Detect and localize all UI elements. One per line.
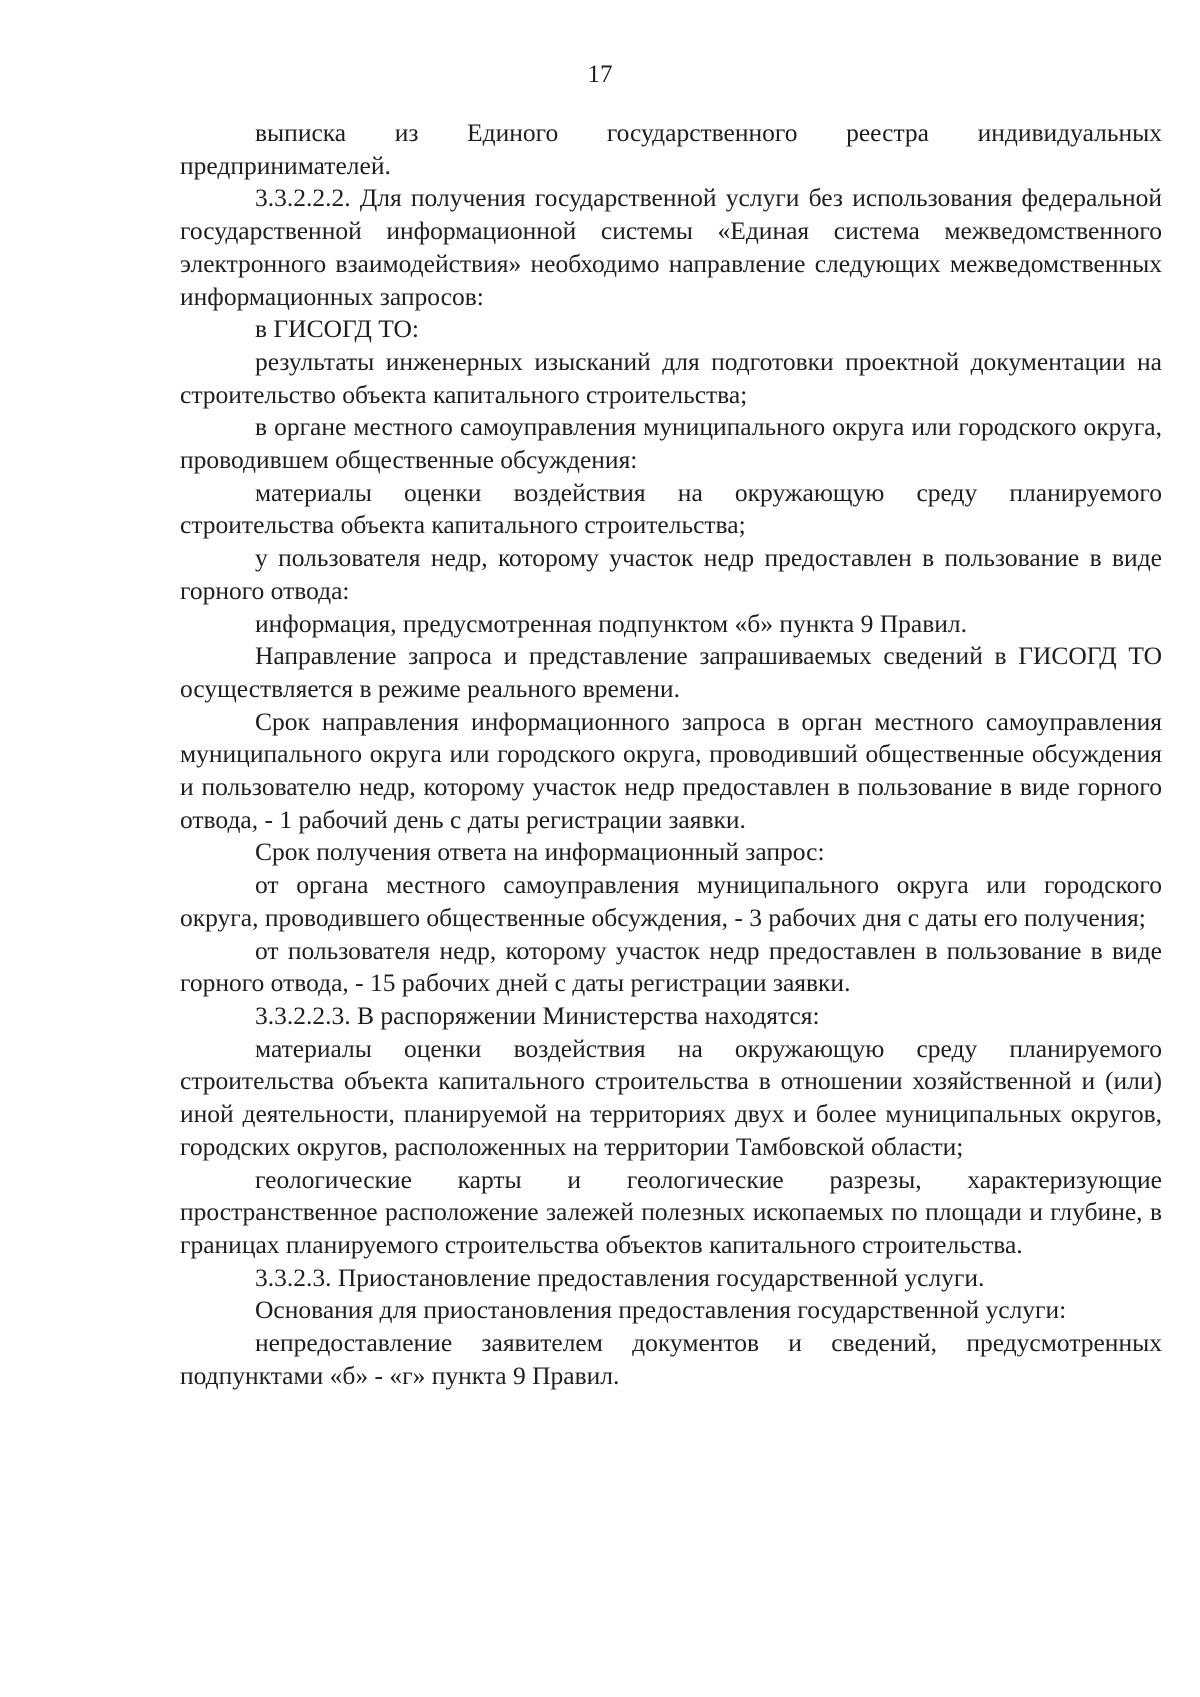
paragraph-12: от органа местного самоуправления муниципального округа или городского округа, проводившего общественные обсуждения, - 3 рабочих дня с даты его получения; — [180, 870, 1162, 932]
paragraph-10: Срок направления информационного запроса в орган местного самоуправления муниципального округа или городского округа, проводивший общественные обсуждения и пользователю недр, которому участок недр предоставлен в пользование в виде горного отвода, - 1 рабочий день с даты регистрации заявки. — [180, 706, 1162, 834]
document-body — [180, 117, 1162, 1392]
paragraph-9: Направление запроса и представление запрашиваемых сведений в ГИСОГД ТО осуществляется в режиме реального времени. — [180, 641, 1162, 703]
paragraph-2: 3.3.2.2.2. Для получения государственной услуги без использования федеральной государственной информационной системы «Единая система межведомственного электронного взаимодействия» необходимо направление следующих межведомственных информационных запросов: — [180, 183, 1162, 311]
paragraph-16: геологические карты и геологические разрезы, характеризующие пространственное расположение залежей полезных ископаемых по площади и глубине, в границах планируемого строительства объектов капитального строительства. — [180, 1164, 1162, 1259]
paragraph-18: Основания для приостановления предоставления государственной услуги: — [255, 1295, 1067, 1325]
paragraph-11: Срок получения ответа на информационный запрос: — [255, 837, 825, 867]
paragraph-1: выписка из Единого государственного реестра индивидуальных предпринимателей. — [180, 118, 1162, 180]
paragraph-8: информация, предусмотренная подпунктом «б» пункта 9 Правил. — [255, 608, 967, 638]
paragraph-15: материалы оценки воздействия на окружающую среду планируемого строительства объекта капитального строительства в отношении хозяйственной и (или) иной деятельности, планируемой на территориях двух и более муниципальных округов, городских округов, расположенных на территории Тамбовской области; — [180, 1033, 1162, 1161]
paragraph-3: в ГИСОГД ТО: — [255, 314, 420, 344]
paragraph-7: у пользователя недр, которому участок недр предоставлен в пользование в виде горного отвода: — [180, 543, 1162, 605]
paragraph-17: 3.3.2.3. Приостановление предоставления государственной услуги. — [255, 1262, 985, 1292]
paragraph-6: материалы оценки воздействия на окружающую среду планируемого строительства объекта капитального строительства; — [180, 477, 1162, 540]
page-number: 17 — [587, 61, 613, 88]
paragraph-19: непредоставление заявителем документов и сведений, предусмотренных подпунктами «б» - «г» пункта 9 Правил. — [180, 1328, 1162, 1390]
paragraph-14: 3.3.2.2.3. В распоряжении Министерства находятся: — [255, 1000, 820, 1030]
paragraph-4: результаты инженерных изысканий для подготовки проектной документации на строительство объекта капитального строительства; — [180, 346, 1162, 409]
paragraph-5: в органе местного самоуправления муниципального округа или городского округа, проводившем общественные обсуждения: — [180, 412, 1162, 475]
paragraph-13: от пользователя недр, которому участок недр предоставлен в пользование в виде горного отвода, - 15 рабочих дней с даты регистрации заявки. — [180, 935, 1162, 998]
